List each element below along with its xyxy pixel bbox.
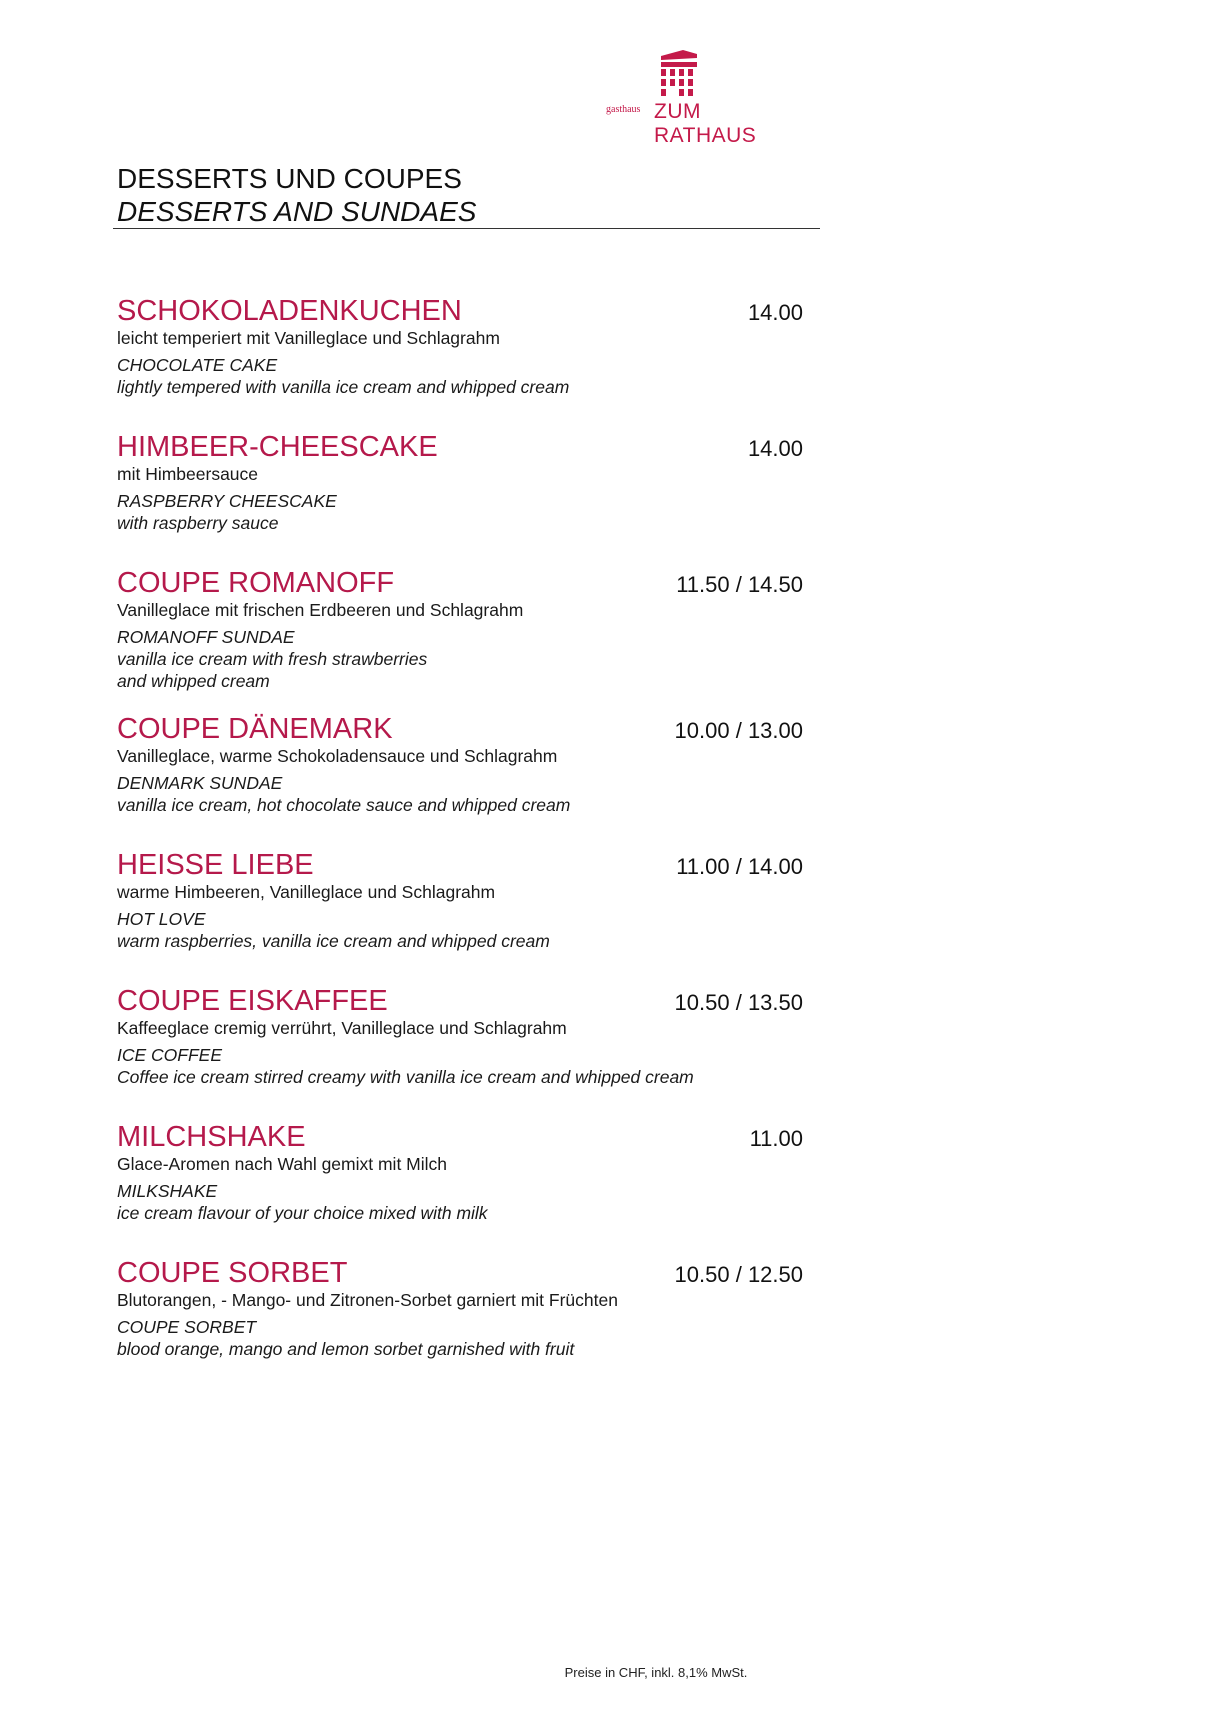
- logo-name: ZUM RATHAUS: [654, 100, 757, 147]
- item-name-en: CHOCOLATE CAKE: [117, 355, 278, 375]
- item-description-en: lightly tempered with vanilla ice cream and whipped cream: [117, 377, 570, 397]
- item-name: MILCHSHAKE: [117, 1121, 306, 1153]
- item-name: COUPE SORBET: [117, 1257, 348, 1289]
- item-description-en: vanilla ice cream, hot chocolate sauce and whipped cream: [117, 795, 571, 815]
- item-description-en: warm raspberries, vanilla ice cream and whipped cream: [117, 931, 550, 951]
- item-description-en: ice cream flavour of your choice mixed with milk: [117, 1203, 488, 1223]
- item-description-de: leicht temperiert mit Vanilleglace und Schlagrahm: [117, 328, 500, 348]
- item-description-en: blood orange, mango and lemon sorbet garnished with fruit: [117, 1339, 575, 1359]
- item-price: 14.00: [747, 300, 803, 325]
- item-name: SCHOKOLADENKUCHEN: [117, 295, 462, 327]
- restaurant-logo: [606, 48, 806, 147]
- menu-item: [117, 1257, 803, 1393]
- item-name-en: ICE COFFEE: [117, 1045, 223, 1065]
- item-name: HIMBEER-CHEESCAKE: [117, 431, 438, 463]
- page-subtitle: DESSERTS AND SUNDAES: [117, 196, 477, 227]
- item-name: COUPE DÄNEMARK: [117, 713, 393, 745]
- item-description-de: Vanilleglace, warme Schokoladensauce und Schlagrahm: [117, 746, 558, 766]
- item-name-en: HOT LOVE: [117, 909, 206, 929]
- item-description-de: Vanilleglace mit frischen Erdbeeren und Schlagrahm: [117, 600, 524, 620]
- item-description-de: Kaffeeglace cremig verrührt, Vanilleglace und Schlagrahm: [117, 1018, 567, 1038]
- item-description-en: vanilla ice cream with fresh strawberries: [117, 649, 428, 669]
- item-price: 14.00: [747, 436, 803, 461]
- item-description-en: Coffee ice cream stirred creamy with vanilla ice cream and whipped cream: [117, 1067, 694, 1087]
- item-name-en: COUPE SORBET: [117, 1317, 257, 1337]
- item-price: 11.50 / 14.50: [676, 572, 803, 597]
- item-price: 10.50 / 13.50: [674, 990, 803, 1015]
- item-name-en: ROMANOFF SUNDAE: [117, 627, 295, 647]
- menu-item: [117, 1121, 803, 1257]
- item-name-en: MILKSHAKE: [117, 1181, 218, 1201]
- item-description-de: Blutorangen, - Mango- und Zitronen-Sorbet garniert mit Früchten: [117, 1290, 618, 1310]
- item-name: COUPE EISKAFFEE: [117, 985, 388, 1017]
- item-price: 11.00 / 14.00: [676, 854, 803, 879]
- item-description-de: mit Himbeersauce: [117, 464, 259, 484]
- item-description-en: with raspberry sauce: [117, 513, 279, 533]
- menu-item: [117, 295, 803, 431]
- menu-list: [117, 295, 803, 1393]
- menu-item: [117, 849, 803, 985]
- item-description-de: Glace-Aromen nach Wahl gemixt mit Milch: [117, 1154, 448, 1174]
- item-name-en: DENMARK SUNDAE: [117, 773, 283, 793]
- item-price: 10.00 / 13.00: [674, 718, 803, 743]
- menu-item: [117, 713, 803, 849]
- item-description-en: and whipped cream: [117, 671, 270, 691]
- item-price: 10.50 / 12.50: [674, 1262, 803, 1287]
- page-title: DESSERTS UND COUPES: [117, 163, 462, 194]
- menu-item: [117, 985, 803, 1121]
- price-footnote: Preise in CHF, inkl. 8,1% MwSt.: [564, 1665, 748, 1680]
- item-name-en: RASPBERRY CHEESCAKE: [117, 491, 337, 511]
- header-divider: [113, 228, 820, 229]
- item-name: HEISSE LIEBE: [117, 849, 314, 881]
- menu-item: [117, 567, 803, 713]
- item-description-de: warme Himbeeren, Vanilleglace und Schlagrahm: [117, 882, 496, 902]
- menu-item: [117, 431, 803, 567]
- item-price: 11.00: [749, 1126, 803, 1151]
- item-name: COUPE ROMANOFF: [117, 567, 395, 599]
- building-icon: [653, 48, 701, 98]
- menu-header: [117, 162, 817, 228]
- logo-small-text: gasthaus: [606, 104, 641, 115]
